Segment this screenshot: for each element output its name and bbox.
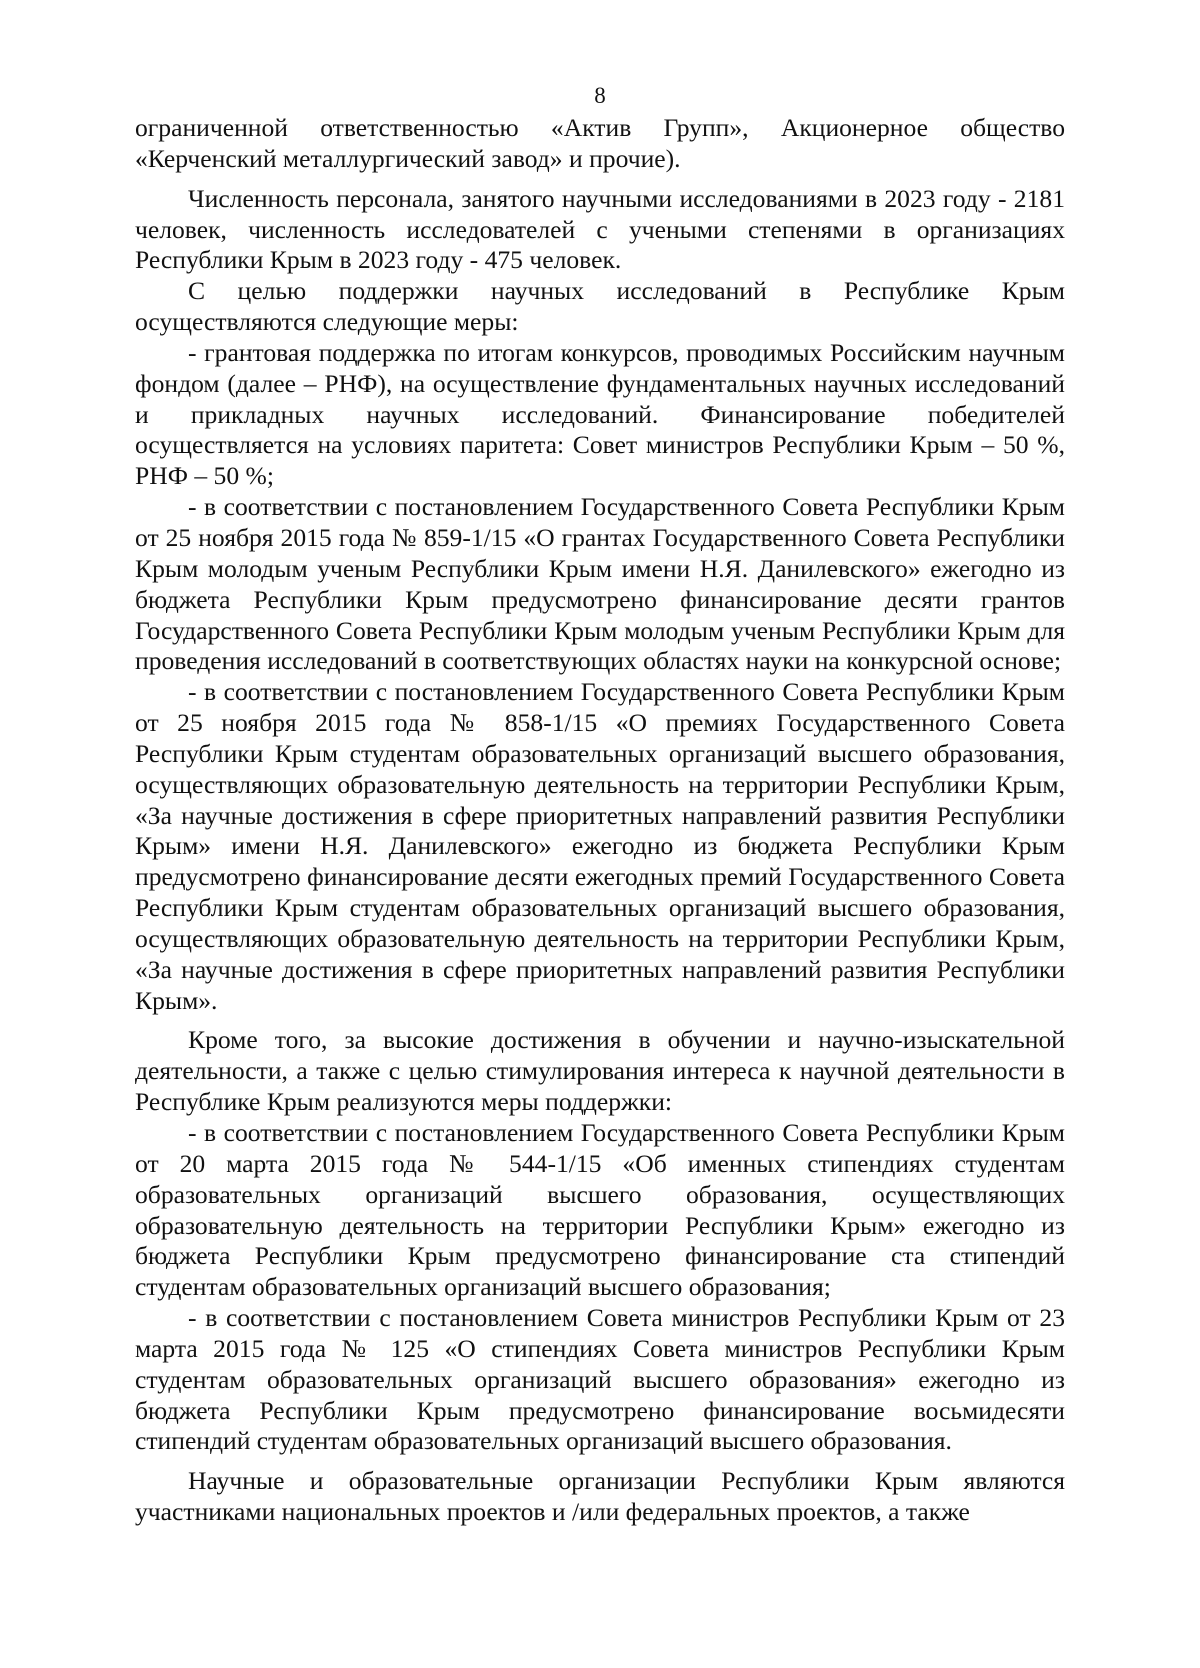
paragraph-named-scholarships: - в соответствии с постановлением Государственного Совета Республики Крым от 20 марта 2015 года № 544-1/15 «Об именных стипендиях студентам образовательных организаций высшего образования, осуществляющих образовательную деятельность на территории Республики Крым» ежегодно из бюджета Республики Крым предусмотрено финансирование ста стипендий студентам образовательных организаций высшего образования; <box>135 1118 1065 1302</box>
paragraph-council-scholarships: - в соответствии с постановлением Совета министров Республики Крым от 23 марта 2015 года № 125 «О стипендиях Совета министров Республики Крым студентам образовательных организаций высшего образования» ежегодно из бюджета Республики Крым предусмотрено финансирование восьмидесяти стипендий студентам образовательных организаций высшего образования. <box>135 1303 1065 1456</box>
paragraph-continuation: ограниченной ответственностью «Актив Групп», Акционерное общество «Керченский металлургический завод» и прочие). <box>135 113 1065 173</box>
paragraph-support-measures-intro: С целью поддержки научных исследований в Республике Крым осуществляются следующие меры: <box>135 276 1065 337</box>
document-body <box>135 113 1065 1528</box>
paragraph-additional-measures-intro: Кроме того, за высокие достижения в обучении и научно-изыскательной деятельности, а также с целью стимулирования интереса к научной деятельности в Республике Крым реализуются меры поддержки: <box>135 1025 1065 1117</box>
paragraph-staff-count: Численность персонала, занятого научными исследованиями в 2023 году - 2181 человек, численность исследователей с учеными степенями в организациях Республики Крым в 2023 году - 475 человек. <box>135 183 1065 275</box>
paragraph-national-projects: Научные и образовательные организации Республики Крым являются участниками национальных проектов и /или федеральных проектов, а также <box>135 1466 1065 1527</box>
paragraph-student-awards: - в соответствии с постановлением Государственного Совета Республики Крым от 25 ноября 2015 года № 858-1/15 «О премиях Государственного Совета Республики Крым студентам образовательных организаций высшего образования, осуществляющих образовательную деятельность на территории Республики Крым, «За научные достижения в сфере приоритетных направлений развития Республики Крым» имени Н.Я. Данилевского» ежегодно из бюджета Республики Крым предусмотрено финансирование десяти ежегодных премий Государственного Совета Республики Крым студентам образовательных организаций высшего образования, осуществляющих образовательную деятельность на территории Республики Крым, «За научные достижения в сфере приоритетных направлений развития Республики Крым». <box>135 677 1065 1015</box>
paragraph-rnf-grants: - грантовая поддержка по итогам конкурсов, проводимых Российским научным фондом (далее – РНФ), на осуществление фундаментальных научных исследований и прикладных научных исследований. Финансирование победителей осуществляется на условиях паритета: Совет министров Республики Крым – 50 %, РНФ – 50 %; <box>135 337 1065 491</box>
paragraph-young-scientists-grants: - в соответствии с постановлением Государственного Совета Республики Крым от 25 ноября 2015 года № 859-1/15 «О грантах Государственного Совета Республики Крым молодым ученым Республики Крым имени Н.Я. Данилевского» ежегодно из бюджета Республики Крым предусмотрено финансирование десяти грантов Государственного Совета Республики Крым молодым ученым Республики Крым для проведения исследований в соответствующих областях науки на конкурсной основе; <box>135 492 1065 676</box>
page-number: 8 <box>594 83 606 108</box>
